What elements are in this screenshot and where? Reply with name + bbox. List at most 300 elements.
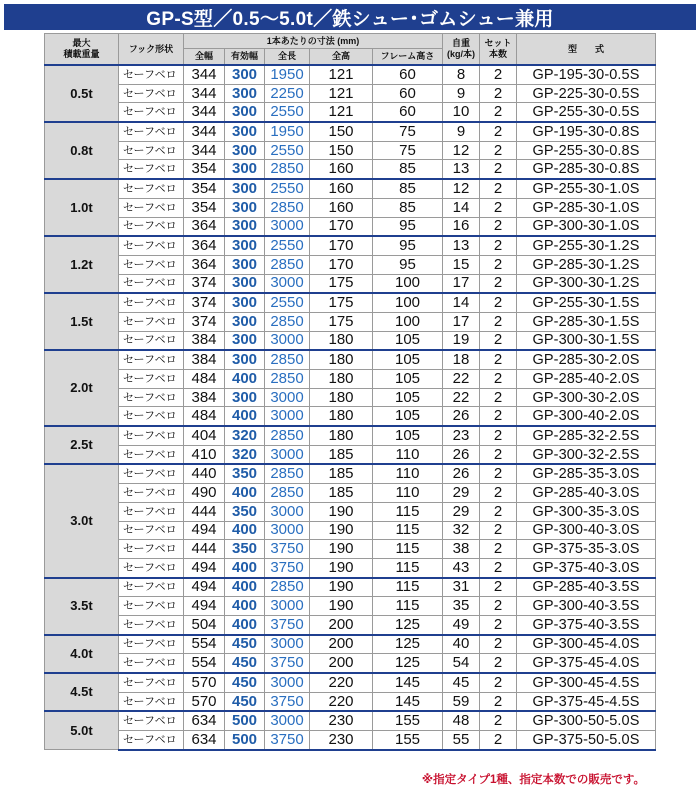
- model-cell: GP-285-30-0.8S: [517, 160, 656, 179]
- hook-type-cell: セーフベロ: [119, 370, 184, 389]
- total-length-cell: 3000: [265, 217, 310, 236]
- table-row: [45, 331, 656, 350]
- frame-height-cell: 115: [373, 597, 443, 616]
- effective-width-cell: 320: [225, 426, 265, 445]
- effective-width-cell: 300: [225, 103, 265, 122]
- frame-height-cell: 125: [373, 615, 443, 634]
- total-width-cell: 404: [184, 426, 225, 445]
- set-count-cell: 2: [480, 217, 517, 236]
- total-length-cell: 3750: [265, 540, 310, 559]
- weight-cell: 48: [443, 711, 480, 730]
- effective-width-cell: 350: [225, 464, 265, 483]
- total-width-cell: 484: [184, 370, 225, 389]
- frame-height-cell: 100: [373, 293, 443, 312]
- total-width-cell: 444: [184, 502, 225, 521]
- weight-cell: 29: [443, 502, 480, 521]
- table-row: [45, 635, 656, 654]
- capacity-cell: 1.5t: [45, 293, 119, 350]
- table-row: [45, 122, 656, 141]
- effective-width-cell: 300: [225, 198, 265, 217]
- hook-type-cell: セーフベロ: [119, 236, 184, 255]
- set-count-cell: 2: [480, 731, 517, 750]
- total-length-cell: 2850: [265, 312, 310, 331]
- total-height-cell: 121: [310, 65, 373, 84]
- total-length-cell: 1950: [265, 65, 310, 84]
- total-height-cell: 160: [310, 179, 373, 198]
- table-row: [45, 370, 656, 389]
- hook-type-cell: セーフベロ: [119, 615, 184, 634]
- total-width-cell: 634: [184, 731, 225, 750]
- total-width-cell: 374: [184, 293, 225, 312]
- hook-type-cell: セーフベロ: [119, 179, 184, 198]
- frame-height-cell: 155: [373, 711, 443, 730]
- set-count-cell: 2: [480, 578, 517, 597]
- hook-type-cell: セーフベロ: [119, 84, 184, 103]
- total-height-cell: 185: [310, 445, 373, 464]
- total-height-cell: 180: [310, 350, 373, 369]
- total-height-cell: 190: [310, 521, 373, 540]
- model-cell: GP-300-45-4.5S: [517, 673, 656, 692]
- set-count-cell: 2: [480, 407, 517, 426]
- weight-cell: 31: [443, 578, 480, 597]
- model-cell: GP-255-30-0.5S: [517, 103, 656, 122]
- table-row: [45, 84, 656, 103]
- set-count-cell: 2: [480, 654, 517, 673]
- hook-type-cell: セーフベロ: [119, 141, 184, 160]
- total-length-cell: 3000: [265, 445, 310, 464]
- weight-cell: 32: [443, 521, 480, 540]
- set-count-cell: 2: [480, 179, 517, 198]
- frame-height-cell: 85: [373, 160, 443, 179]
- frame-height-cell: 115: [373, 558, 443, 577]
- total-width-cell: 504: [184, 615, 225, 634]
- capacity-cell: 2.5t: [45, 426, 119, 464]
- total-length-cell: 2550: [265, 103, 310, 122]
- frame-height-cell: 95: [373, 217, 443, 236]
- total-width-cell: 484: [184, 407, 225, 426]
- set-count-cell: 2: [480, 540, 517, 559]
- table-row: [45, 350, 656, 369]
- effective-width-cell: 300: [225, 293, 265, 312]
- header-model: 型 式: [517, 34, 656, 66]
- set-count-cell: 2: [480, 711, 517, 730]
- effective-width-cell: 320: [225, 445, 265, 464]
- total-length-cell: 3000: [265, 711, 310, 730]
- total-length-cell: 3750: [265, 654, 310, 673]
- table-row: [45, 673, 656, 692]
- total-length-cell: 2850: [265, 198, 310, 217]
- weight-cell: 22: [443, 388, 480, 407]
- effective-width-cell: 450: [225, 654, 265, 673]
- set-count-cell: 2: [480, 84, 517, 103]
- hook-type-cell: セーフベロ: [119, 731, 184, 750]
- capacity-cell: 5.0t: [45, 711, 119, 749]
- frame-height-cell: 115: [373, 521, 443, 540]
- model-cell: GP-300-35-3.0S: [517, 502, 656, 521]
- weight-cell: 23: [443, 426, 480, 445]
- model-cell: GP-225-30-0.5S: [517, 84, 656, 103]
- model-cell: GP-195-30-0.8S: [517, 122, 656, 141]
- header-total-length: 全長: [265, 49, 310, 66]
- effective-width-cell: 300: [225, 236, 265, 255]
- frame-height-cell: 95: [373, 255, 443, 274]
- model-cell: GP-285-32-2.5S: [517, 426, 656, 445]
- effective-width-cell: 300: [225, 350, 265, 369]
- hook-type-cell: セーフベロ: [119, 597, 184, 616]
- hook-type-cell: セーフベロ: [119, 65, 184, 84]
- set-count-cell: 2: [480, 558, 517, 577]
- table-row: [45, 236, 656, 255]
- weight-cell: 13: [443, 160, 480, 179]
- table-row: [45, 312, 656, 331]
- table-row: [45, 388, 656, 407]
- total-height-cell: 180: [310, 331, 373, 350]
- total-length-cell: 2550: [265, 293, 310, 312]
- weight-cell: 35: [443, 597, 480, 616]
- hook-type-cell: セーフベロ: [119, 502, 184, 521]
- model-cell: GP-285-40-2.0S: [517, 370, 656, 389]
- total-length-cell: 3000: [265, 597, 310, 616]
- capacity-cell: 4.5t: [45, 673, 119, 711]
- total-height-cell: 121: [310, 103, 373, 122]
- model-cell: GP-300-30-1.0S: [517, 217, 656, 236]
- frame-height-cell: 125: [373, 635, 443, 654]
- capacity-cell: 4.0t: [45, 635, 119, 673]
- set-count-cell: 2: [480, 293, 517, 312]
- total-height-cell: 230: [310, 711, 373, 730]
- table-row: [45, 464, 656, 483]
- model-cell: GP-300-30-2.0S: [517, 388, 656, 407]
- weight-cell: 9: [443, 122, 480, 141]
- hook-type-cell: セーフベロ: [119, 464, 184, 483]
- hook-type-cell: セーフベロ: [119, 293, 184, 312]
- weight-cell: 8: [443, 65, 480, 84]
- hook-type-cell: セーフベロ: [119, 312, 184, 331]
- effective-width-cell: 300: [225, 274, 265, 293]
- frame-height-cell: 75: [373, 122, 443, 141]
- total-width-cell: 490: [184, 484, 225, 503]
- total-length-cell: 1950: [265, 122, 310, 141]
- effective-width-cell: 300: [225, 179, 265, 198]
- capacity-cell: 0.5t: [45, 65, 119, 122]
- set-count-cell: 2: [480, 331, 517, 350]
- total-height-cell: 200: [310, 635, 373, 654]
- set-count-cell: 2: [480, 65, 517, 84]
- total-width-cell: 374: [184, 312, 225, 331]
- frame-height-cell: 100: [373, 274, 443, 293]
- footnote: ※指定タイプ1種、指定本数での販売です。: [421, 774, 645, 786]
- table-row: [45, 426, 656, 445]
- set-count-cell: 2: [480, 597, 517, 616]
- model-cell: GP-375-35-3.0S: [517, 540, 656, 559]
- hook-type-cell: セーフベロ: [119, 388, 184, 407]
- model-cell: GP-375-45-4.0S: [517, 654, 656, 673]
- frame-height-cell: 105: [373, 388, 443, 407]
- weight-cell: 26: [443, 464, 480, 483]
- set-count-cell: 2: [480, 255, 517, 274]
- capacity-cell: 3.5t: [45, 578, 119, 635]
- hook-type-cell: セーフベロ: [119, 103, 184, 122]
- hook-type-cell: セーフベロ: [119, 160, 184, 179]
- total-width-cell: 384: [184, 331, 225, 350]
- weight-cell: 12: [443, 141, 480, 160]
- frame-height-cell: 85: [373, 198, 443, 217]
- frame-height-cell: 115: [373, 540, 443, 559]
- set-count-cell: 2: [480, 615, 517, 634]
- total-height-cell: 180: [310, 370, 373, 389]
- total-height-cell: 220: [310, 673, 373, 692]
- model-cell: GP-300-30-1.2S: [517, 274, 656, 293]
- model-cell: GP-255-30-0.8S: [517, 141, 656, 160]
- weight-cell: 26: [443, 445, 480, 464]
- total-length-cell: 2850: [265, 370, 310, 389]
- hook-type-cell: セーフベロ: [119, 558, 184, 577]
- model-cell: GP-255-30-1.5S: [517, 293, 656, 312]
- total-width-cell: 354: [184, 179, 225, 198]
- total-length-cell: 2850: [265, 464, 310, 483]
- header-total-width: 全幅: [184, 49, 225, 66]
- effective-width-cell: 400: [225, 578, 265, 597]
- set-count-cell: 2: [480, 350, 517, 369]
- capacity-cell: 3.0t: [45, 464, 119, 577]
- set-count-cell: 2: [480, 464, 517, 483]
- total-length-cell: 3000: [265, 274, 310, 293]
- frame-height-cell: 95: [373, 236, 443, 255]
- total-width-cell: 344: [184, 84, 225, 103]
- weight-cell: 59: [443, 692, 480, 711]
- hook-type-cell: セーフベロ: [119, 578, 184, 597]
- capacity-cell: 2.0t: [45, 350, 119, 426]
- weight-cell: 22: [443, 370, 480, 389]
- effective-width-cell: 400: [225, 597, 265, 616]
- frame-height-cell: 85: [373, 179, 443, 198]
- hook-type-cell: セーフベロ: [119, 521, 184, 540]
- frame-height-cell: 105: [373, 426, 443, 445]
- total-width-cell: 494: [184, 578, 225, 597]
- frame-height-cell: 105: [373, 350, 443, 369]
- set-count-cell: 2: [480, 521, 517, 540]
- total-width-cell: 344: [184, 103, 225, 122]
- frame-height-cell: 60: [373, 65, 443, 84]
- effective-width-cell: 400: [225, 615, 265, 634]
- hook-type-cell: セーフベロ: [119, 673, 184, 692]
- model-cell: GP-375-45-4.5S: [517, 692, 656, 711]
- total-height-cell: 200: [310, 654, 373, 673]
- effective-width-cell: 300: [225, 217, 265, 236]
- model-cell: GP-195-30-0.5S: [517, 65, 656, 84]
- hook-type-cell: セーフベロ: [119, 635, 184, 654]
- frame-height-cell: 125: [373, 654, 443, 673]
- hook-type-cell: セーフベロ: [119, 445, 184, 464]
- capacity-cell: 1.2t: [45, 236, 119, 293]
- effective-width-cell: 350: [225, 502, 265, 521]
- weight-cell: 17: [443, 312, 480, 331]
- effective-width-cell: 400: [225, 484, 265, 503]
- frame-height-cell: 75: [373, 141, 443, 160]
- total-length-cell: 3000: [265, 388, 310, 407]
- weight-cell: 12: [443, 179, 480, 198]
- effective-width-cell: 300: [225, 141, 265, 160]
- effective-width-cell: 400: [225, 521, 265, 540]
- frame-height-cell: 115: [373, 502, 443, 521]
- table-row: [45, 521, 656, 540]
- weight-cell: 38: [443, 540, 480, 559]
- table-row: [45, 558, 656, 577]
- table-row: [45, 255, 656, 274]
- frame-height-cell: 105: [373, 407, 443, 426]
- total-width-cell: 554: [184, 635, 225, 654]
- hook-type-cell: セーフベロ: [119, 331, 184, 350]
- frame-height-cell: 145: [373, 673, 443, 692]
- total-height-cell: 150: [310, 122, 373, 141]
- model-cell: GP-285-30-1.5S: [517, 312, 656, 331]
- hook-type-cell: セーフベロ: [119, 122, 184, 141]
- total-height-cell: 190: [310, 578, 373, 597]
- set-count-cell: 2: [480, 312, 517, 331]
- effective-width-cell: 300: [225, 160, 265, 179]
- frame-height-cell: 110: [373, 445, 443, 464]
- hook-type-cell: セーフベロ: [119, 217, 184, 236]
- total-width-cell: 354: [184, 198, 225, 217]
- total-height-cell: 180: [310, 388, 373, 407]
- set-count-cell: 2: [480, 103, 517, 122]
- total-height-cell: 200: [310, 615, 373, 634]
- total-width-cell: 384: [184, 350, 225, 369]
- total-height-cell: 175: [310, 293, 373, 312]
- total-length-cell: 2850: [265, 350, 310, 369]
- weight-cell: 49: [443, 615, 480, 634]
- total-length-cell: 2550: [265, 179, 310, 198]
- model-cell: GP-300-40-3.5S: [517, 597, 656, 616]
- total-width-cell: 384: [184, 388, 225, 407]
- model-cell: GP-300-45-4.0S: [517, 635, 656, 654]
- model-cell: GP-300-30-1.5S: [517, 331, 656, 350]
- set-count-cell: 2: [480, 426, 517, 445]
- hook-type-cell: セーフベロ: [119, 484, 184, 503]
- weight-cell: 9: [443, 84, 480, 103]
- set-count-cell: 2: [480, 502, 517, 521]
- hook-type-cell: セーフベロ: [119, 711, 184, 730]
- model-cell: GP-285-30-1.2S: [517, 255, 656, 274]
- table-row: [45, 711, 656, 730]
- header-set-count: セット 本数: [480, 34, 517, 66]
- set-count-cell: 2: [480, 370, 517, 389]
- hook-type-cell: セーフベロ: [119, 274, 184, 293]
- total-height-cell: 190: [310, 597, 373, 616]
- total-height-cell: 170: [310, 217, 373, 236]
- page-title: GP-S型／0.5〜5.0t／鉄シュー･ゴムシュー兼用: [4, 4, 696, 30]
- weight-cell: 26: [443, 407, 480, 426]
- frame-height-cell: 110: [373, 464, 443, 483]
- table-row: [45, 160, 656, 179]
- frame-height-cell: 105: [373, 370, 443, 389]
- total-length-cell: 3000: [265, 331, 310, 350]
- set-count-cell: 2: [480, 484, 517, 503]
- effective-width-cell: 300: [225, 331, 265, 350]
- model-cell: GP-285-30-2.0S: [517, 350, 656, 369]
- model-cell: GP-300-40-2.0S: [517, 407, 656, 426]
- total-length-cell: 2850: [265, 484, 310, 503]
- table-row: [45, 65, 656, 84]
- table-row: [45, 654, 656, 673]
- table-row: [45, 615, 656, 634]
- hook-type-cell: セーフベロ: [119, 407, 184, 426]
- total-width-cell: 364: [184, 217, 225, 236]
- total-length-cell: 2550: [265, 236, 310, 255]
- total-width-cell: 634: [184, 711, 225, 730]
- hook-type-cell: セーフベロ: [119, 692, 184, 711]
- table-row: [45, 179, 656, 198]
- capacity-cell: 0.8t: [45, 122, 119, 179]
- total-height-cell: 170: [310, 255, 373, 274]
- weight-cell: 13: [443, 236, 480, 255]
- total-width-cell: 494: [184, 521, 225, 540]
- set-count-cell: 2: [480, 388, 517, 407]
- total-height-cell: 190: [310, 558, 373, 577]
- total-width-cell: 444: [184, 540, 225, 559]
- total-height-cell: 185: [310, 484, 373, 503]
- header-effective-width: 有効幅: [225, 49, 265, 66]
- set-count-cell: 2: [480, 692, 517, 711]
- weight-cell: 19: [443, 331, 480, 350]
- weight-cell: 29: [443, 484, 480, 503]
- effective-width-cell: 450: [225, 635, 265, 654]
- weight-cell: 16: [443, 217, 480, 236]
- total-length-cell: 2850: [265, 578, 310, 597]
- frame-height-cell: 145: [373, 692, 443, 711]
- table-row: [45, 198, 656, 217]
- table-row: [45, 484, 656, 503]
- table-row: [45, 141, 656, 160]
- total-width-cell: 354: [184, 160, 225, 179]
- table-row: [45, 597, 656, 616]
- total-length-cell: 3000: [265, 407, 310, 426]
- total-length-cell: 2250: [265, 84, 310, 103]
- weight-cell: 18: [443, 350, 480, 369]
- total-width-cell: 570: [184, 673, 225, 692]
- header-capacity: 最大 積載重量: [45, 34, 119, 66]
- total-width-cell: 364: [184, 255, 225, 274]
- table-row: [45, 445, 656, 464]
- total-height-cell: 170: [310, 236, 373, 255]
- weight-cell: 43: [443, 558, 480, 577]
- total-height-cell: 185: [310, 464, 373, 483]
- effective-width-cell: 500: [225, 731, 265, 750]
- frame-height-cell: 60: [373, 103, 443, 122]
- effective-width-cell: 500: [225, 711, 265, 730]
- effective-width-cell: 300: [225, 122, 265, 141]
- frame-height-cell: 100: [373, 312, 443, 331]
- total-length-cell: 2850: [265, 426, 310, 445]
- weight-cell: 14: [443, 293, 480, 312]
- effective-width-cell: 400: [225, 558, 265, 577]
- table-row: [45, 293, 656, 312]
- total-length-cell: 3000: [265, 502, 310, 521]
- table-row: [45, 103, 656, 122]
- model-cell: GP-375-40-3.0S: [517, 558, 656, 577]
- effective-width-cell: 300: [225, 65, 265, 84]
- total-width-cell: 374: [184, 274, 225, 293]
- set-count-cell: 2: [480, 141, 517, 160]
- set-count-cell: 2: [480, 160, 517, 179]
- table-row: [45, 274, 656, 293]
- total-width-cell: 494: [184, 558, 225, 577]
- weight-cell: 40: [443, 635, 480, 654]
- total-width-cell: 440: [184, 464, 225, 483]
- total-height-cell: 220: [310, 692, 373, 711]
- total-length-cell: 3000: [265, 673, 310, 692]
- table-row: [45, 540, 656, 559]
